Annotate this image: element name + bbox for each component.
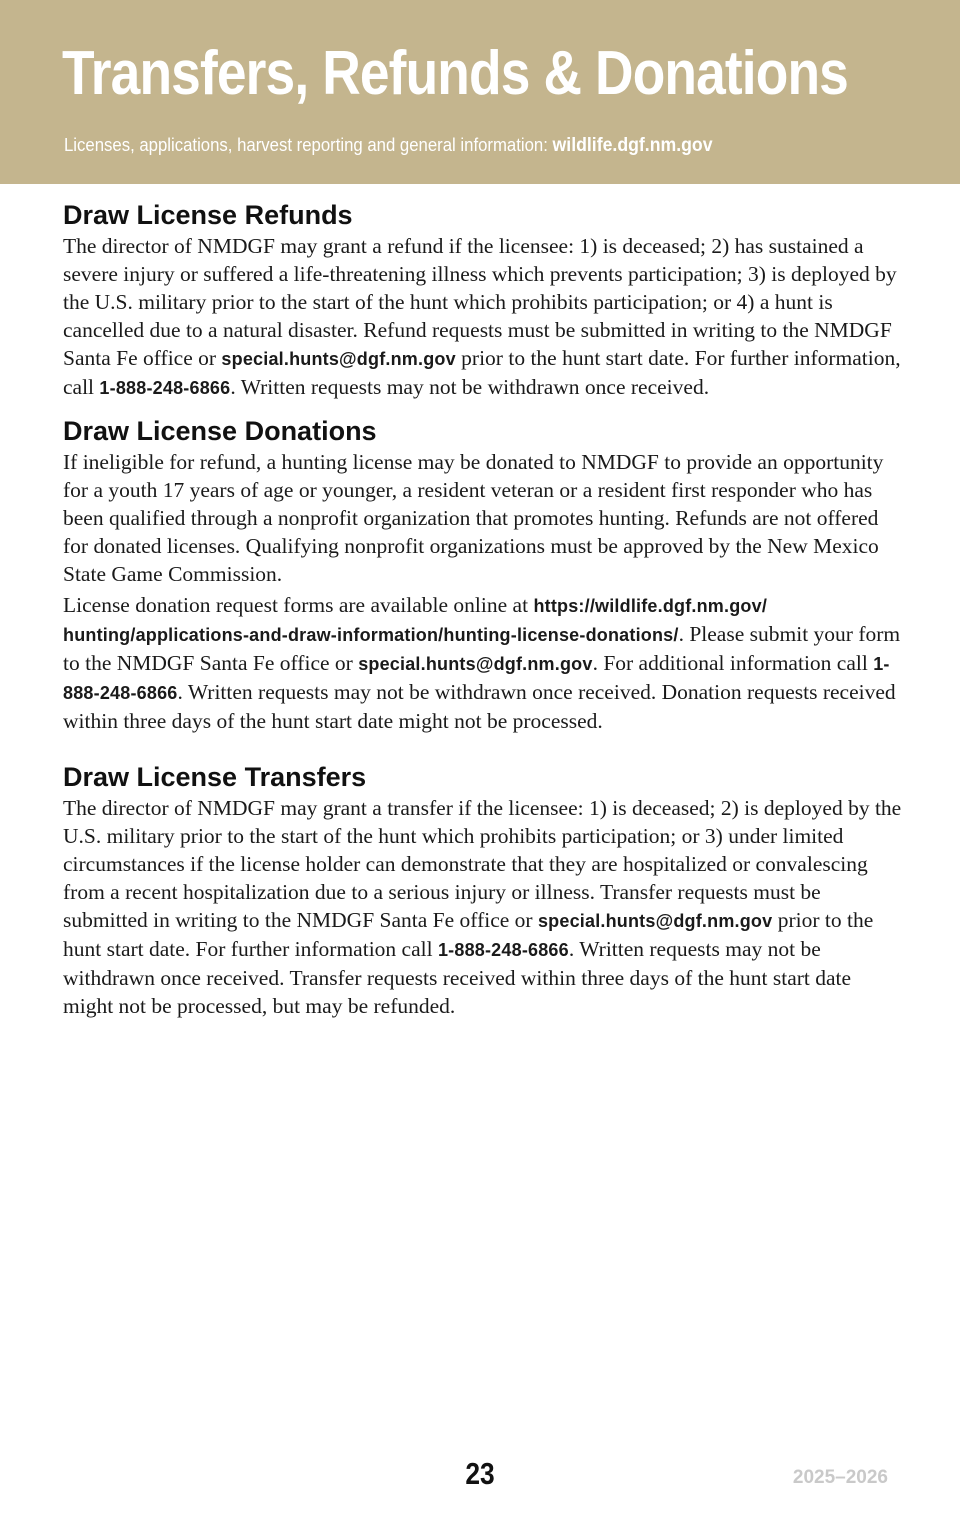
refunds-section (63, 198, 903, 402)
transfers-text-3: . Written requests may not be withdrawn once received. Transfer requests received within three days of the hunt start date might not be processed, but may be refunded. (63, 937, 852, 1018)
website-link[interactable]: wildlife.dgf.nm.gov (552, 135, 713, 156)
transfers-heading: Draw License Transfers (63, 762, 367, 792)
donations-paragraph-1: If ineligible for refund, a hunting license may be donated to NMDGF to provide an opportunity for a youth 17 years of age or younger, a resident veteran or a resident first responder who has been qualified through a nonprofit organization that promotes hunting. Refunds are not offered for donated licenses. Qualifying nonprofit organizations must be approved by the New Mexico State Game Commission. (63, 450, 884, 586)
page-subtitle (64, 133, 713, 158)
transfers-text-1: The director of NMDGF may grant a transfer if the licensee: 1) is deceased; 2) is deployed by the U.S. military prior to the start of the hunt which prohibits participation; or 3) under limited circumstances if the license holder can demonstrate that they are hospitalized or convalescing from a recent hospitalization due to a serious injury or illness. Transfer requests must be submitted in writing to the NMDGF Santa Fe office or (63, 796, 902, 932)
donations-url-link[interactable]: https://wildlife.dgf.nm.gov/ hunting/applications-and-draw-information/hunting-license-donations/ (63, 596, 768, 645)
refunds-paragraph (63, 232, 903, 402)
donations-phone[interactable]: 1-888-248-6866 (63, 654, 890, 703)
transfers-email-link[interactable]: special.hunts@dgf.nm.gov (537, 911, 773, 931)
refunds-text-3: . Written requests may not be withdrawn once received. (230, 375, 710, 399)
main-content (63, 198, 903, 1020)
donations-heading: Draw License Donations (63, 416, 377, 446)
donations-email-link[interactable]: special.hunts@dgf.nm.gov (358, 654, 593, 674)
refunds-email-link[interactable]: special.hunts@dgf.nm.gov (221, 349, 456, 369)
transfers-section (63, 760, 903, 1020)
donations-section (63, 414, 903, 735)
refunds-text-1: The director of NMDGF may grant a refund if the licensee: 1) is deceased; 2) has sustained a severe injury or suffered a life-threatening illness which prevents participation; 3) is deployed by the U.S. military prior to the start of the hunt which prohibits participation; or 4) a hunt is cancelled due to a natural disaster. Refund requests must be submitted in writing to the NMDGF Santa Fe office or (63, 234, 897, 370)
page-title: Transfers, Refunds & Donations (62, 39, 848, 108)
transfers-text-2: prior to the hunt start date. For further information call (63, 908, 874, 961)
refunds-phone[interactable]: 1-888-248-6866 (99, 378, 231, 398)
donations-text-1: License donation request forms are available online at (63, 593, 534, 617)
page-header (0, 0, 960, 184)
donations-text-3: . For additional information call (592, 651, 874, 675)
transfers-paragraph (63, 794, 903, 1020)
donations-text-4: . Written requests may not be withdrawn once received. Donation requests received within three days of the hunt start date might not be processed. (63, 680, 896, 733)
donations-paragraph-2 (63, 591, 903, 735)
refunds-text-2: prior to the hunt start date. For further information, call (63, 346, 901, 399)
refunds-heading: Draw License Refunds (63, 200, 353, 230)
donations-text-2: . Please submit your form to the NMDGF Santa Fe office or (63, 622, 901, 675)
page-number: 23 (465, 1456, 495, 1491)
edition-year: 2025–2026 (792, 1467, 888, 1488)
subtitle-text: Licenses, applications, harvest reporting and general information: (64, 135, 553, 155)
transfers-phone[interactable]: 1-888-248-6866 (437, 940, 569, 960)
